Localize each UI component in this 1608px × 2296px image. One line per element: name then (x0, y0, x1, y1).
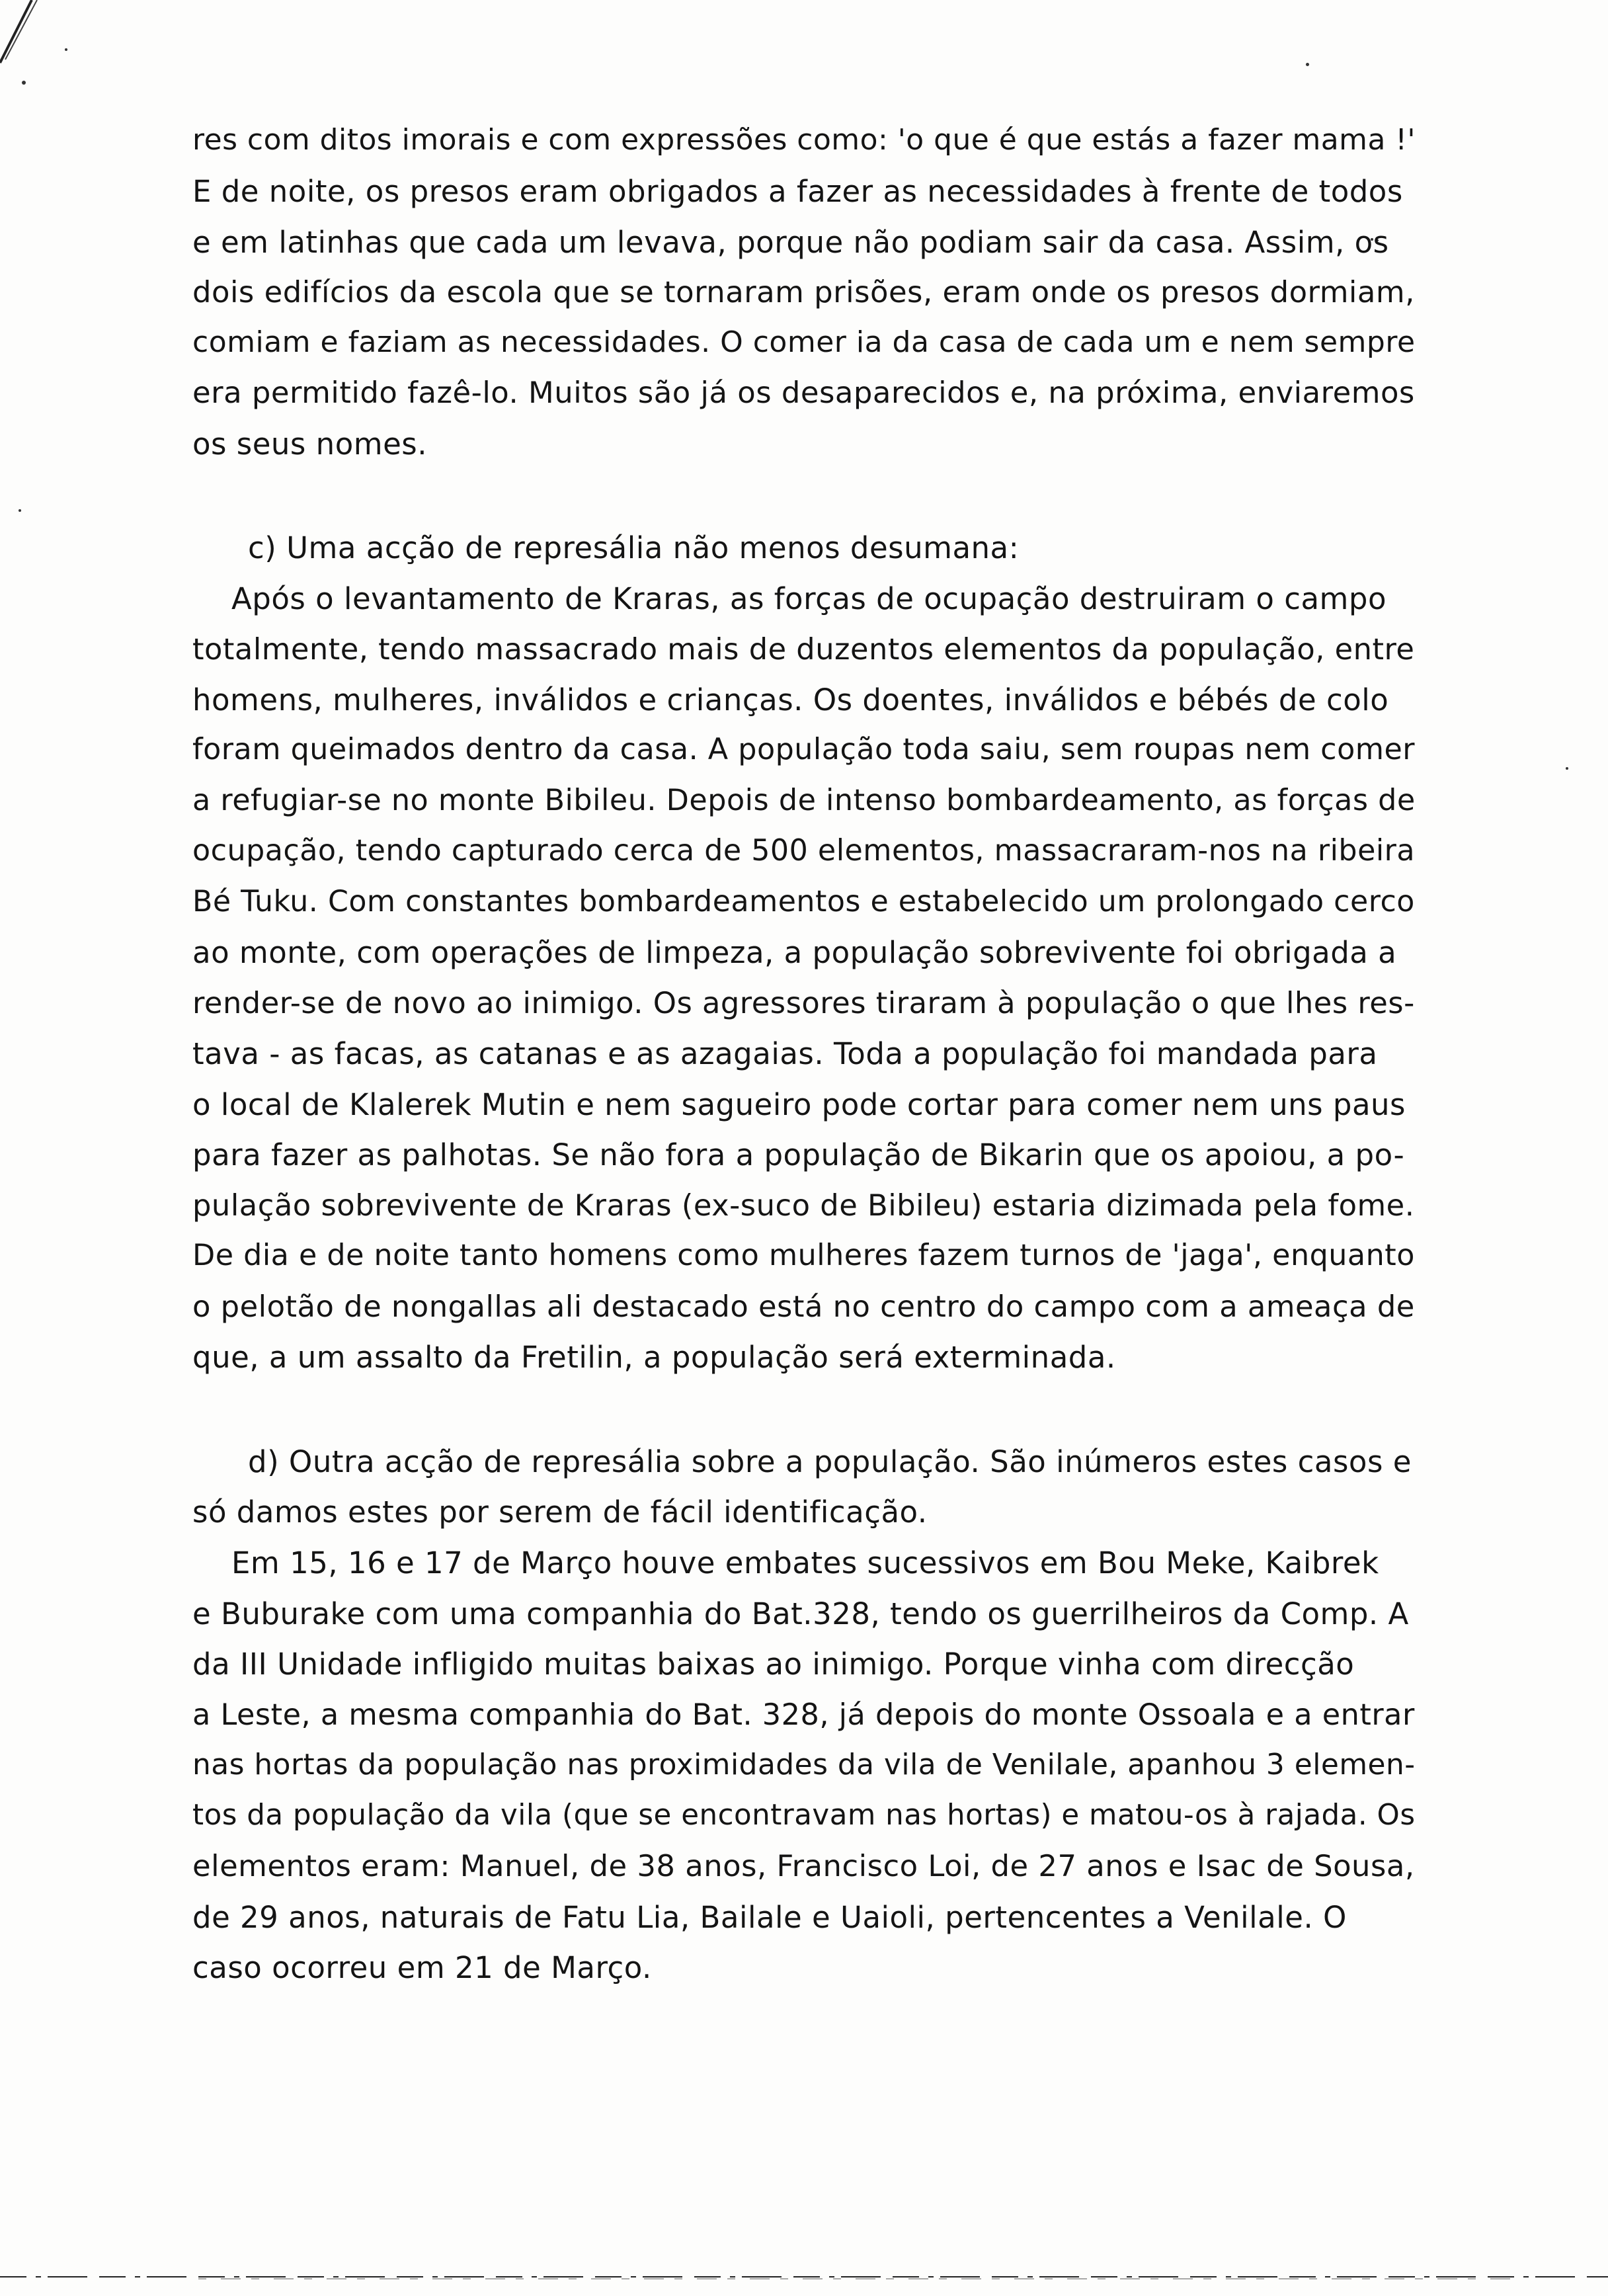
text-line: a refugiar-se no monte Bibileu. Depois de intenso bombardeamento, as forças de (192, 784, 1416, 817)
text-line: Após o levantamento de Kraras, as forças de ocupação destruiram o campo (231, 581, 1387, 616)
text-line: tava - as facas, as catanas e as azagaias. Toda a população foi mandada para (192, 1036, 1378, 1071)
text-line: os seus nomes. (192, 427, 428, 462)
text-line: e em latinhas que cada um levava, porque não podiam sair da casa. Assim, os (192, 225, 1389, 260)
text-line: Em 15, 16 e 17 de Março houve embates sucessivos em Bou Meke, Kaibrek (231, 1545, 1379, 1580)
section-heading-d: d) Outra acção de represália sobre a população. São inúmeros estes casos e (248, 1444, 1412, 1479)
text-line: render-se de novo ao inimigo. Os agressores tiraram à população o que lhes res- (192, 985, 1415, 1020)
text-line: para fazer as palhotas. Se não fora a população de Bikarin que os apoiou, a po- (192, 1137, 1405, 1172)
text-line: o pelotão de nongallas ali destacado está no centro do campo com a ameaça de (192, 1289, 1415, 1324)
margin-speck (1306, 63, 1309, 66)
text-line: a Leste, a mesma companhia do Bat. 328, já depois do monte Ossoala e a entrar (192, 1698, 1415, 1732)
text-line: ao monte, com operações de limpeza, a população sobrevivente foi obrigada a (192, 935, 1397, 970)
text-line: Bé Tuku. Com constantes bombardeamentos e estabelecido um prolongado cerco (192, 885, 1415, 919)
bottom-scan-rule (0, 2275, 1608, 2280)
text-line: comiam e faziam as necessidades. O comer ia da casa de cada um e nem sempre (192, 325, 1416, 359)
text-line: de 29 anos, naturais de Fatu Lia, Bailale e Uaioli, pertencentes a Venilale. O (192, 1900, 1347, 1935)
text-line: homens, mulheres, inválidos e crianças. Os doentes, inválidos e bébés de colo (192, 682, 1389, 718)
text-line: nas hortas da população nas proximidades da vila de Venilale, apanhou 3 elemen- (192, 1748, 1416, 1782)
text-line: e Buburake com uma companhia do Bat.328, tendo os guerrilheiros da Comp. A (192, 1596, 1409, 1631)
corner-scratch-mark (0, 0, 93, 93)
text-line: dois edifícios da escola que se tornaram prisões, eram onde os presos dormiam, (192, 274, 1415, 309)
text-line: o local de Klalerek Mutin e nem sagueiro pode cortar para comer nem uns paus (192, 1087, 1406, 1122)
text-line: pulação sobrevivente de Kraras (ex-suco de Bibileu) estaria dizimada pela fome. (192, 1188, 1415, 1223)
text-line: foram queimados dentro da casa. A população toda saiu, sem roupas nem comer (192, 733, 1416, 766)
text-line: que, a um assalto da Fretilin, a população será exterminada. (192, 1340, 1116, 1375)
text-line: caso ocorreu em 21 de Março. (192, 1950, 652, 1985)
text-line: res com ditos imorais e com expressões como: 'o que é que estás a fazer mama !' (192, 123, 1416, 157)
text-line: De dia e de noite tanto homens como mulheres fazem turnos de 'jaga', enquanto (192, 1239, 1415, 1272)
text-line: só damos estes por serem de fácil identificação. (192, 1495, 928, 1530)
text-line: elementos eram: Manuel, de 38 anos, Francisco Loi, de 27 anos e Isac de Sousa, (192, 1848, 1415, 1883)
text-line: E de noite, os presos eram obrigados a fazer as necessidades à frente de todos (192, 174, 1403, 209)
text-line: era permitido fazê-lo. Muitos são já os desaparecidos e, na próxima, enviaremos (192, 375, 1415, 410)
text-line: tos da população da vila (que se encontravam nas hortas) e matou-os à rajada. Os (192, 1799, 1416, 1832)
margin-speck (1566, 767, 1568, 770)
text-line: totalmente, tendo massacrado mais de duzentos elementos da população, entre (192, 632, 1415, 667)
text-line: ocupação, tendo capturado cerca de 500 elementos, massacraram-nos na ribeira (192, 834, 1416, 868)
text-line: da III Unidade infligido muitas baixas ao inimigo. Porque vinha com direcção (192, 1647, 1355, 1682)
section-heading-c: c) Uma acção de represália não menos desumana: (248, 530, 1020, 565)
margin-speck (19, 509, 21, 512)
